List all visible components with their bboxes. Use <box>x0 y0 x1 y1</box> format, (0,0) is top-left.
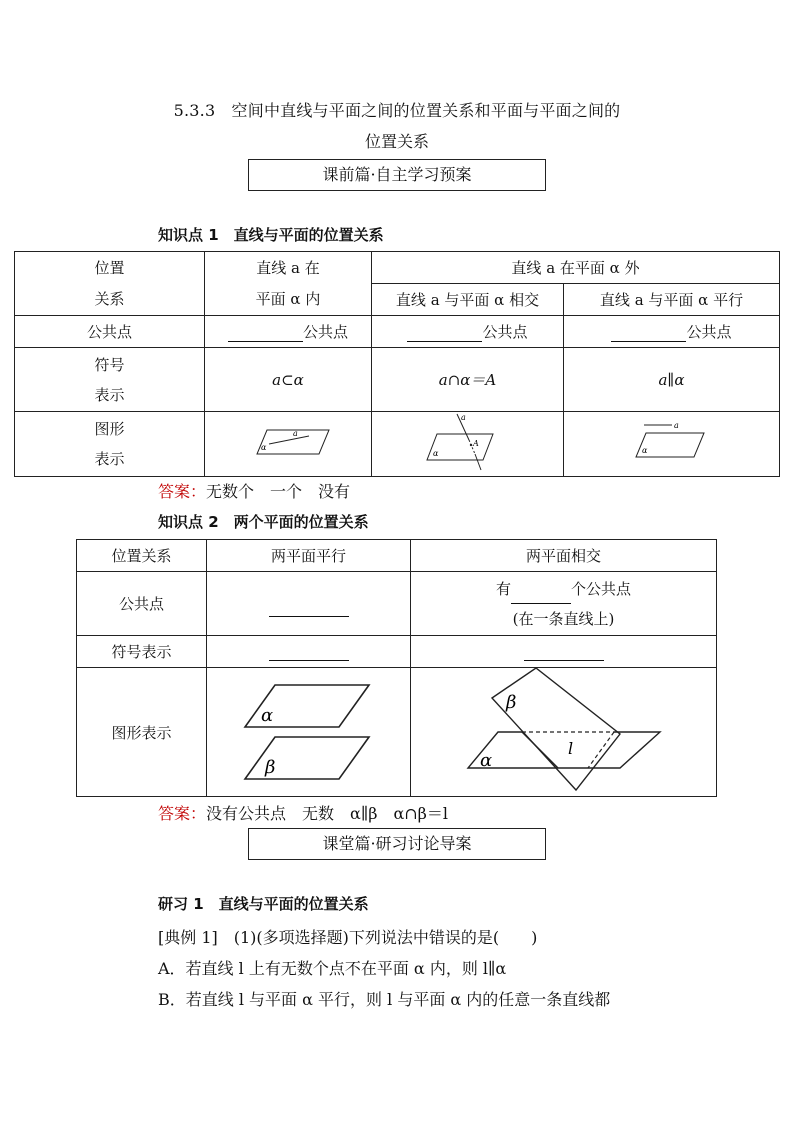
kp2-answer <box>158 801 448 824</box>
kp2-col-parallel: 两平面平行 <box>207 540 411 572</box>
line-in-plane-figure <box>243 422 333 462</box>
kp1-row-symbol: 符号 表示 <box>15 348 205 412</box>
kp2-symbol-parallel <box>207 636 411 668</box>
kp2-table <box>76 539 717 797</box>
blank-field[interactable] <box>611 327 686 342</box>
section-box-classroom: 课堂篇·研习讨论导案 <box>248 828 546 860</box>
kp1-sym-intersect: a∩α＝A <box>372 348 564 412</box>
answer-label: 答案： <box>158 804 207 823</box>
svg-text:α: α <box>432 449 438 458</box>
study1-heading: 研习 1 直线与平面的位置关系 <box>158 895 369 913</box>
blank-field[interactable] <box>524 646 604 661</box>
kp1-common-intersect: 公共点 <box>372 316 564 348</box>
svg-text:α: α <box>261 443 267 452</box>
svg-text:α: α <box>641 446 647 455</box>
kp1-row-common: 公共点 <box>15 316 205 348</box>
blank-field[interactable] <box>407 327 482 342</box>
title-line-2: 位置关系 <box>364 132 429 151</box>
answer-label: 答案： <box>158 482 207 501</box>
example-1: [典例 1] (1)(多项选择题)下列说法中错误的是( ) <box>158 928 538 947</box>
kp1-col-out: 直线 a 在平面 α 外 <box>372 252 780 284</box>
kp1-col-intersect: 直线 a 与平面 α 相交 <box>372 284 564 316</box>
kp2-col-intersect: 两平面相交 <box>411 540 717 572</box>
section-box-preview: 课前篇·自主学习预案 <box>248 159 546 191</box>
parallel-planes-figure <box>239 675 379 785</box>
kp2-common-intersect: 有 个公共点 (在一条直线上) <box>411 572 717 636</box>
blank-field[interactable] <box>511 589 571 604</box>
kp2-row-symbol: 符号表示 <box>77 636 207 668</box>
kp1-relation-header: 位置 关系 <box>15 252 205 316</box>
kp2-heading: 知识点 2 两个平面的位置关系 <box>158 513 369 531</box>
answer-text: 无数个 一个 没有 <box>206 482 351 501</box>
line-intersect-plane-figure <box>423 412 513 472</box>
intersecting-planes-figure <box>464 668 664 792</box>
svg-text:a: a <box>673 421 679 430</box>
blank-field[interactable] <box>228 327 303 342</box>
option-b: B．若直线 l 与平面 α 平行，则 l 与平面 α 内的任意一条直线都 <box>158 990 611 1009</box>
kp1-heading: 知识点 1 直线与平面的位置关系 <box>158 226 384 244</box>
kp2-row-figure: 图形表示 <box>77 668 207 797</box>
svg-text:a: a <box>460 413 466 422</box>
blank-field[interactable] <box>269 602 349 617</box>
line-parallel-plane-figure <box>632 419 712 465</box>
kp1-fig-parallel <box>564 412 780 477</box>
kp2-common-parallel <box>207 572 411 636</box>
svg-text:α: α <box>260 705 273 726</box>
kp1-col-in: 直线 a 在 平面 α 内 <box>205 252 372 316</box>
kp1-sym-parallel: a∥α <box>564 348 780 412</box>
kp1-col-parallel: 直线 a 与平面 α 平行 <box>564 284 780 316</box>
kp1-fig-intersect <box>372 412 564 477</box>
kp1-row-figure: 图形 表示 <box>15 412 205 477</box>
kp1-answer <box>158 479 350 502</box>
kp2-fig-intersect <box>411 668 717 797</box>
title-line-1: 5.3.3 空间中直线与平面之间的位置关系和平面与平面之间的 <box>173 101 621 120</box>
kp1-sym-in: a⊂α <box>205 348 372 412</box>
svg-text:β: β <box>505 692 516 713</box>
kp2-symbol-intersect <box>411 636 717 668</box>
kp2-col-relation: 位置关系 <box>77 540 207 572</box>
kp1-table <box>14 251 780 477</box>
svg-text:A: A <box>472 439 479 448</box>
kp1-common-parallel: 公共点 <box>564 316 780 348</box>
answer-text: 没有公共点 无数 α∥β α∩β＝l <box>206 804 449 823</box>
kp2-fig-parallel <box>207 668 411 797</box>
kp1-common-in: 公共点 <box>205 316 372 348</box>
option-a: A．若直线 l 上有无数个点不在平面 α 内，则 l∥α <box>158 959 507 978</box>
kp1-fig-in <box>205 412 372 477</box>
blank-field[interactable] <box>269 646 349 661</box>
kp2-row-common: 公共点 <box>77 572 207 636</box>
svg-text:β: β <box>264 757 275 778</box>
svg-text:a: a <box>293 429 298 438</box>
svg-text:α: α <box>479 750 492 771</box>
svg-text:l: l <box>567 739 573 758</box>
